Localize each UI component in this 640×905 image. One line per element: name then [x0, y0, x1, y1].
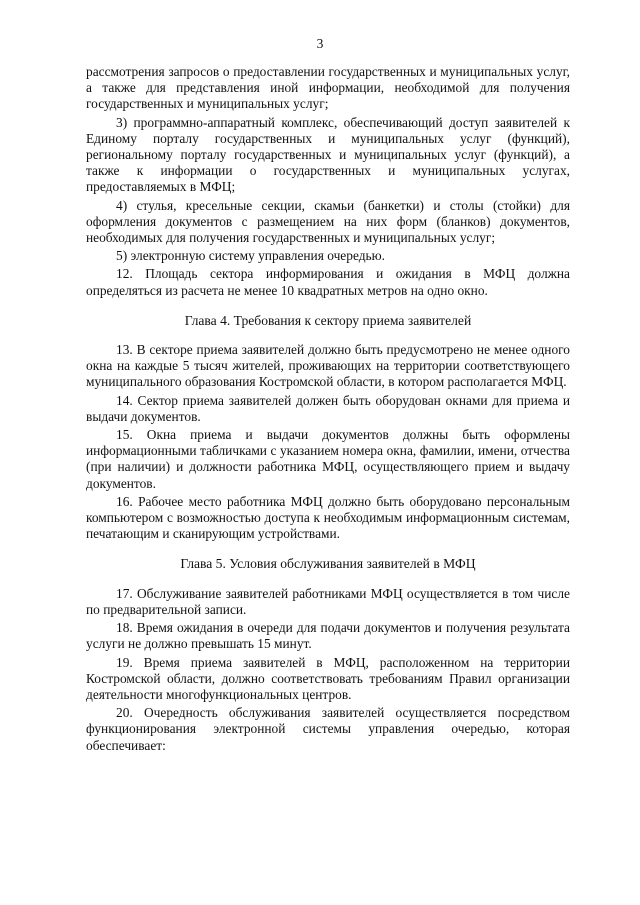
chapter-4-heading: Глава 4. Требования к сектору приема заявителей: [184, 312, 472, 328]
paragraph-15: 15. Окна приема и выдачи документов должны быть оформлены информационными табличками с указанием номера окна, фамилии, имени, отчества (при наличии) и должности работника МФЦ, осуществляющего прием и выдачу документов.: [86, 427, 570, 491]
paragraph-continuation: рассмотрения запросов о предоставлении государственных и муниципальных услуг, а также для представления иной информации, необходимой для получения государственных и муниципальных услуг;: [86, 64, 570, 112]
paragraph-18: 18. Время ожидания в очереди для подачи документов и получения результата услуги не должно превышать 15 минут.: [86, 620, 570, 652]
paragraph-20: 20. Очередность обслуживания заявителей осуществляется посредством функционирования электронной системы управления очередью, которая обеспечивает:: [86, 705, 570, 753]
paragraph-12: 12. Площадь сектора информирования и ожидания в МФЦ должна определяться из расчета не менее 10 квадратных метров на одно окно.: [86, 266, 570, 298]
paragraph-item-4: 4) стулья, кресельные секции, скамьи (банкетки) и столы (стойки) для оформления документов с размещением на них форм (бланков) документов, необходимых для получения государственных и муниципальных услуг;: [86, 197, 570, 246]
paragraph-13: 13. В секторе приема заявителей должно быть предусмотрено не менее одного окна на каждые 5 тысяч жителей, проживающих на территории соответствующего муниципального образования Костромской области, в котором располагается МФЦ.: [86, 342, 570, 390]
page-number: 3: [316, 36, 324, 51]
paragraph-item-5: 5) электронную систему управления очередью.: [116, 248, 385, 264]
paragraph-item-3: 3) программно-аппаратный комплекс, обеспечивающий доступ заявителей к Единому порталу государственных и муниципальных услуг (функций), региональному порталу государственных и муниципальных услуг (функций), а также к информации о государственных и муниципальных услугах, предоставляемых в МФЦ;: [86, 114, 570, 195]
paragraph-16: 16. Рабочее место работника МФЦ должно быть оборудовано персональным компьютером с возможностью доступа к необходимым информационным системам, печатающим и сканирующим устройствами.: [86, 493, 570, 542]
paragraph-19: 19. Время приема заявителей в МФЦ, расположенном на территории Костромской области, должно соответствовать требованиям Правил организации деятельности многофункциональных центров.: [86, 654, 570, 702]
paragraph-17: 17. Обслуживание заявителей работниками МФЦ осуществляется в том числе по предварительной записи.: [86, 585, 570, 617]
chapter-5-heading: Глава 5. Условия обслуживания заявителей в МФЦ: [180, 556, 476, 572]
paragraph-14: 14. Сектор приема заявителей должен быть оборудован окнами для приема и выдачи документов.: [86, 392, 570, 424]
document-body: [86, 64, 570, 756]
